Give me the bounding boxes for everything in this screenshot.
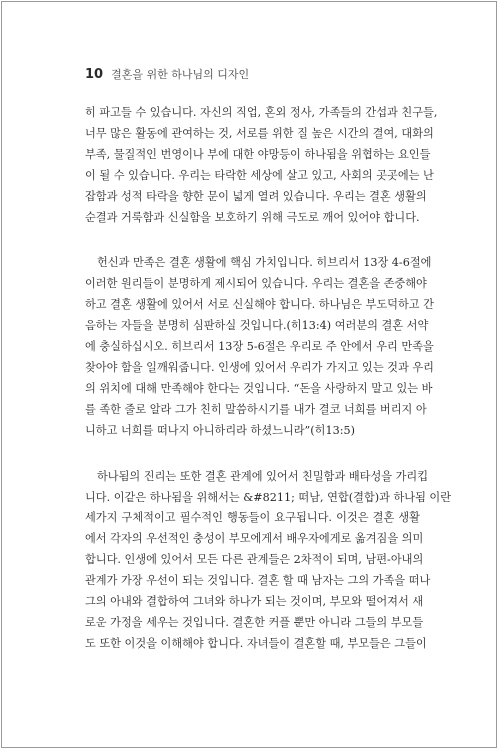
text-line: 도 또한 이것을 이해해야 합니다. 자녀들이 결혼할 때, 부모들은 그들이 <box>85 636 427 650</box>
text-line: 이 될 수 있습니다. 우리는 타락한 세상에 살고 있고, 사회의 곳곳에는 난 <box>85 168 434 182</box>
text-line: 니하고 너희를 떠나지 아니하리라 하셨느니라”(히13:5) <box>85 423 355 437</box>
body-text <box>85 103 452 655</box>
text-line: 음하는 자들을 분명히 심판하실 것입니다.(히13:4) 여러분의 결혼 서약 <box>85 319 429 333</box>
text-line: 그의 아내와 결합하여 그녀와 하나가 되는 것이며, 부모와 떨어져서 새 <box>85 595 424 609</box>
running-title: 결혼을 위한 하나님의 디자인 <box>111 68 250 81</box>
text-line: 에 충실하십시오. 히브리서 13장 5-6절은 우리로 주 안에서 우리 만족을 <box>85 340 434 354</box>
page-number: 10 <box>85 67 104 82</box>
text-line: 이러한 원리들이 분명하게 제시되어 있습니다. 우리는 결혼을 존중해야 <box>85 277 427 291</box>
paragraph-2 <box>85 253 434 441</box>
text-line: 잡함과 성적 타락을 향한 문이 넓게 열려 있습니다. 우리는 결혼 생활의 <box>85 189 427 203</box>
text-line: 헌신과 만족은 결혼 생활에 핵심 가치입니다. 히브리서 13장 4-6절에 <box>97 256 432 270</box>
text-line: 에서 각자의 우선적인 충성이 부모에게서 배우자에게로 옮겨짐을 의미 <box>85 532 424 546</box>
text-line: 순결과 거룩함과 신실함을 보호하기 위해 극도로 깨어 있어야 합니다. <box>85 210 420 224</box>
text-line: 합니다. 인생에 있어서 모든 다른 관계들은 2차적이 되며, 남편-아내의 <box>85 553 424 567</box>
text-line: 관계가 가장 우선이 되는 것입니다. 결혼 할 때 남자는 그의 가족을 떠나 <box>85 574 431 588</box>
text-line: 하고 결혼 생활에 있어서 서로 신실해야 합니다. 하나님은 부도덕하고 간 <box>85 298 434 312</box>
text-line: 의 위치에 대해 만족해야 한다는 것입니다. “돈을 사랑하지 말고 있는 바 <box>85 381 433 395</box>
paragraph-1 <box>85 103 438 228</box>
text-line: 를 족한 줄로 알라 그가 친히 말씀하시기를 내가 결코 너희를 버리지 아 <box>85 402 427 416</box>
text-line: 찾아야 함을 일깨워줍니다. 인생에 있어서 우리가 가지고 있는 것과 우리 <box>85 360 434 374</box>
paragraph-3 <box>85 467 452 655</box>
text-line: 하나됨의 진리는 또한 결혼 관계에 있어서 친밀함과 배타성을 가리킵 <box>97 469 429 483</box>
text-line: 세가지 구체적이고 필수적인 행동들이 요구됩니다. 이것은 결혼 생활 <box>85 511 420 525</box>
text-line: 너무 많은 활동에 관여하는 것, 서로를 위한 질 높은 시간의 결여, 대화의 <box>85 126 434 140</box>
text-line: 니다. 이같은 하나됨을 위해서는 &#8211; 떠남, 연합(결합)과 하나됨 이란 <box>85 490 452 504</box>
text-line: 로운 가정을 세우는 것입니다. 결혼한 커플 뿐만 아니라 그들의 부모들 <box>85 615 424 629</box>
page-header <box>85 66 249 82</box>
text-line: 부족, 물질적인 번영이나 부에 대한 야망등이 하나됨을 위협하는 요인들 <box>85 147 431 161</box>
text-line: 히 파고들 수 있습니다. 자신의 직업, 혼외 정사, 가족들의 간섭과 친구들, <box>85 106 438 119</box>
